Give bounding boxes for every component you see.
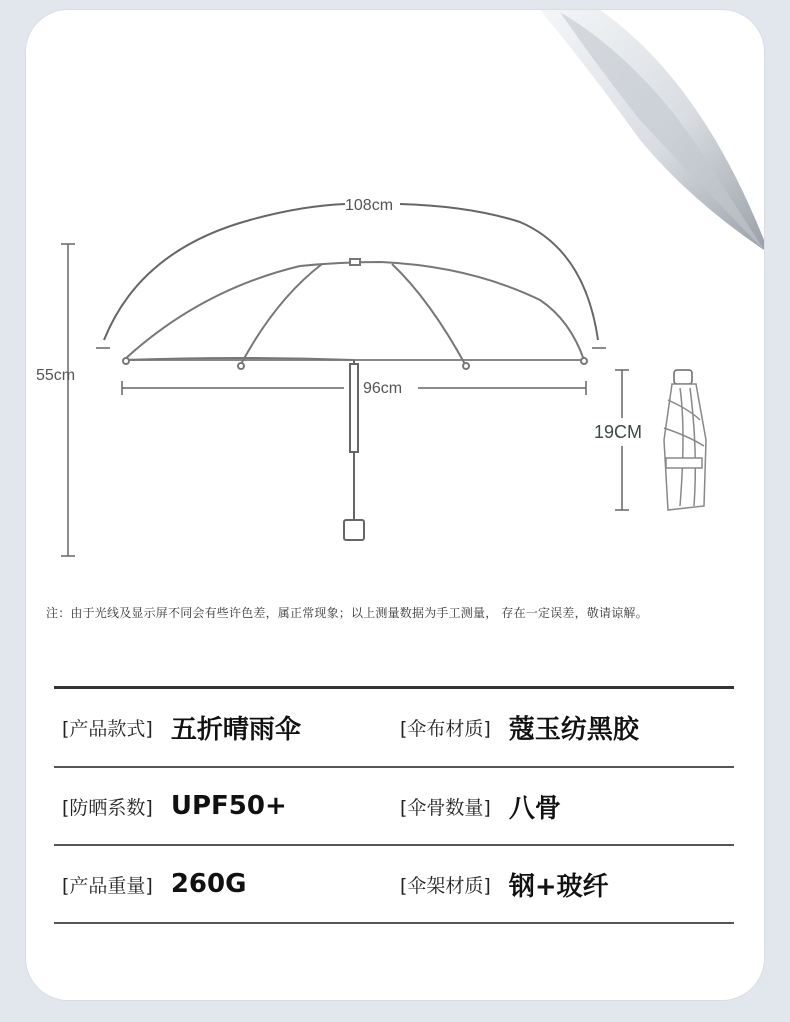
page-curl-decoration [540,10,764,250]
height-label: 55cm [36,367,76,384]
open-width-label: 96cm [363,380,403,397]
spec-label: [伞骨数量] [400,796,491,819]
folded-length-dimension [594,370,642,510]
spec-value: 五折晴雨伞 [170,715,301,745]
spec-label: [伞布材质] [400,718,491,740]
arc-width-label: 108cm [345,197,394,214]
spec-row [54,846,734,922]
folded-length-label: 19CM [594,422,643,442]
spec-label: [防晒系数] [62,796,153,819]
umbrella-canopy-drawing [123,259,587,369]
spec-label: [产品重量] [62,874,153,897]
spec-value: 钢+玻纤 [508,871,609,902]
spec-label: [伞架材质] [400,874,491,897]
spec-value: 260G [170,869,247,899]
arc-dimension [96,197,606,348]
measurement-note: 注：由于光线及显示屏不同会有些许色差，属正常现象；以上测量数据为手工测量， 存在一定误差，敬请谅解。 [46,606,648,620]
spec-row [54,768,734,844]
spec-label: [产品款式] [62,718,153,740]
spec-value: 八骨 [508,793,561,824]
spec-table [54,686,734,924]
umbrella-shaft-drawing [344,360,364,540]
divider [54,922,734,924]
spec-value: 蔻玉纺黑胶 [508,715,639,745]
height-dimension [36,244,75,556]
folded-umbrella-drawing [664,370,706,510]
spec-row [54,689,734,766]
spec-value: UPF50+ [170,791,287,821]
